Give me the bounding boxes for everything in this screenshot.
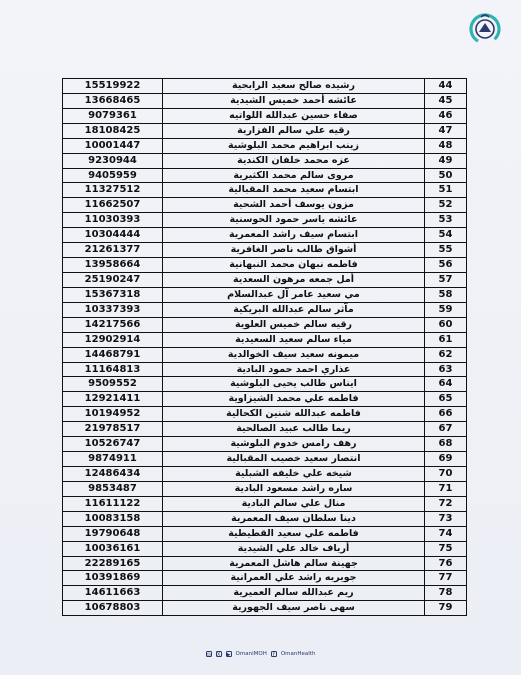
row-number-cell: 66 xyxy=(438,408,453,420)
row-number-cell: 76 xyxy=(438,557,453,569)
id-number-cell: 22289165 xyxy=(63,557,163,571)
name-cell: عذاري احمد حمود البادية xyxy=(163,363,425,377)
row-number-cell: 48 xyxy=(438,139,453,151)
row-number-cell: 74 xyxy=(438,527,453,539)
table-row xyxy=(63,348,466,363)
youtube-icon[interactable]: ▶ xyxy=(226,652,231,658)
id-number-cell: 12921411 xyxy=(63,392,163,406)
name-cell: ريما طالب عبيد الصالحية xyxy=(163,422,425,436)
id-number-cell: 10391869 xyxy=(63,571,163,585)
name-cell: ريم عبدالله سالم العميرية xyxy=(163,586,425,600)
table-row xyxy=(63,183,466,198)
id-number-cell: 11611122 xyxy=(63,497,163,511)
table-row xyxy=(63,139,466,154)
table-row xyxy=(63,557,466,572)
id-number-cell: 21978517 xyxy=(63,422,163,436)
name-cell: فاطمه نبهان محمد النبهانية xyxy=(163,258,425,272)
id-number-cell: 21261377 xyxy=(63,243,163,257)
row-number-cell: 44 xyxy=(438,80,453,91)
id-number-cell: 10083158 xyxy=(63,512,163,526)
id-number-cell: 10304444 xyxy=(63,228,163,242)
row-number-cell: 73 xyxy=(438,512,453,524)
row-number-cell: 45 xyxy=(438,94,453,106)
id-number-cell: 11164813 xyxy=(63,363,163,377)
row-number-cell: 65 xyxy=(438,393,453,405)
id-number-cell: 13958664 xyxy=(63,258,163,272)
row-number-cell: 51 xyxy=(438,184,453,196)
id-number-cell: 10194952 xyxy=(63,407,163,421)
name-cell: مآثر سالم عبدالله البريكية xyxy=(163,303,425,317)
table-row xyxy=(63,377,466,392)
id-number-cell: 14611663 xyxy=(63,586,163,600)
social-footer xyxy=(0,651,521,657)
row-number-cell: 69 xyxy=(438,453,453,465)
table-row xyxy=(63,452,466,467)
table-row xyxy=(63,258,466,273)
name-cell: ايناس طالب يحيى البلوشية xyxy=(163,377,425,391)
row-number-cell: 61 xyxy=(438,333,453,345)
table-row xyxy=(63,198,466,213)
row-number-cell: 57 xyxy=(438,273,453,285)
id-number-cell: 19790648 xyxy=(63,527,163,541)
ministry-logo-icon xyxy=(465,8,505,48)
name-cell: فاطمه علي محمد الشيزاوية xyxy=(163,392,425,406)
id-number-cell: 10001447 xyxy=(63,139,163,153)
table-row xyxy=(63,124,466,139)
row-number-cell: 78 xyxy=(438,587,453,599)
name-cell: أمل جمعه مرهون السعدية xyxy=(163,273,425,287)
row-number-cell: 77 xyxy=(438,572,453,584)
id-number-cell: 13668465 xyxy=(63,94,163,108)
row-number-cell: 63 xyxy=(438,363,453,375)
row-number-cell: 72 xyxy=(438,497,453,509)
row-number-cell: 59 xyxy=(438,303,453,315)
table-row xyxy=(63,333,466,348)
row-number-cell: 60 xyxy=(438,318,453,330)
id-number-cell: 10678803 xyxy=(63,601,163,615)
x-icon[interactable]: X xyxy=(216,652,221,658)
row-number-cell: 47 xyxy=(438,124,453,136)
row-number-cell: 54 xyxy=(438,229,453,241)
id-number-cell: 25190247 xyxy=(63,273,163,287)
name-cell: فاطمه علي سعيد القطيطية xyxy=(163,527,425,541)
name-cell: أشواق طالب ناصر الغافرية xyxy=(163,243,425,257)
row-number-cell: 79 xyxy=(438,602,453,614)
row-number-cell: 53 xyxy=(438,214,453,226)
id-number-cell: 9079361 xyxy=(63,109,163,123)
footer-handle-1[interactable]: OmaniMOH xyxy=(235,651,267,657)
name-cell: صفاء حسين عبدالله اللواتيه xyxy=(163,109,425,123)
table-row xyxy=(63,79,466,94)
table-row xyxy=(63,392,466,407)
row-number-cell: 52 xyxy=(438,199,453,211)
table-row xyxy=(63,437,466,452)
name-cell: زينب ابراهيم محمد البلوشية xyxy=(163,139,425,153)
row-number-cell: 49 xyxy=(438,154,453,166)
name-cell: عائشه أحمد خميس الشيدية xyxy=(163,94,425,108)
name-cell: رشيده صالح سعيد الرابحية xyxy=(163,79,425,93)
name-cell: أرياف خالد علي الشيدية xyxy=(163,542,425,556)
name-cell: ابتسام سعيد محمد المقبالية xyxy=(163,183,425,197)
name-cell: مي سعيد عامر آل عبدالسلام xyxy=(163,288,425,302)
row-number-cell: 62 xyxy=(438,348,453,360)
name-cell: فاطمه عبدالله شنين الكحالية xyxy=(163,407,425,421)
id-number-cell: 12486434 xyxy=(63,467,163,481)
id-number-cell: 15519922 xyxy=(63,79,163,93)
table-row xyxy=(63,601,466,616)
row-number-cell: 50 xyxy=(438,169,453,181)
name-cell: انتصار سعيد خصيب المقبالية xyxy=(163,452,425,466)
id-number-cell: 9874911 xyxy=(63,452,163,466)
table-row xyxy=(63,497,466,512)
instagram-icon[interactable]: ◎ xyxy=(206,652,211,658)
table-row xyxy=(63,318,466,333)
id-number-cell: 10036161 xyxy=(63,542,163,556)
table-row xyxy=(63,94,466,109)
id-number-cell: 9853487 xyxy=(63,482,163,496)
table-row xyxy=(63,422,466,437)
name-cell: رقيه علي سالم الفزارية xyxy=(163,124,425,138)
table-row xyxy=(63,586,466,601)
name-cell: منال علي سالم البادية xyxy=(163,497,425,511)
id-number-cell: 9405959 xyxy=(63,169,163,183)
row-number-cell: 56 xyxy=(438,259,453,271)
name-cell: رهف رامس خدوم البلوشية xyxy=(163,437,425,451)
row-number-cell: 55 xyxy=(438,244,453,256)
name-cell: ساره راشد مسعود البادية xyxy=(163,482,425,496)
table-row xyxy=(63,571,466,586)
table-row xyxy=(63,303,466,318)
name-cell: ابتسام سيف راشد المعمرية xyxy=(163,228,425,242)
table-row xyxy=(63,363,466,378)
name-cell: جويريه راشد علي العمرانية xyxy=(163,571,425,585)
id-number-cell: 14468791 xyxy=(63,348,163,362)
table-row xyxy=(63,527,466,542)
name-cell: شيخه علي خليفه الشبلية xyxy=(163,467,425,481)
row-number-cell: 64 xyxy=(438,378,453,390)
id-number-cell: 9509552 xyxy=(63,377,163,391)
name-cell: جهينة سالم هاشل المعمرية xyxy=(163,557,425,571)
id-number-cell: 9230944 xyxy=(63,154,163,168)
name-cell: مزون يوسف أحمد الشحية xyxy=(163,198,425,212)
table-row xyxy=(63,542,466,557)
table-row xyxy=(63,243,466,258)
id-number-cell: 11327512 xyxy=(63,183,163,197)
facebook-icon[interactable]: f xyxy=(271,651,277,657)
id-number-cell: 10337393 xyxy=(63,303,163,317)
id-number-cell: 18108425 xyxy=(63,124,163,138)
footer-handle-2[interactable]: OmanHealth xyxy=(280,651,316,657)
table-row xyxy=(63,512,466,527)
row-number-cell: 71 xyxy=(438,482,453,494)
id-number-cell: 11030393 xyxy=(63,213,163,227)
name-cell: مروى سالم محمد الكثيرية xyxy=(163,169,425,183)
id-number-cell: 14217566 xyxy=(63,318,163,332)
id-number-cell: 10526747 xyxy=(63,437,163,451)
name-cell: ميمونه سعيد سيف الخوالدية xyxy=(163,348,425,362)
row-number-cell: 70 xyxy=(438,467,453,479)
row-number-cell: 46 xyxy=(438,109,453,121)
name-cell: رقيه سالم خميس العلوية xyxy=(163,318,425,332)
table-row xyxy=(63,228,466,243)
name-cell: عزه محمد خلفان الكندية xyxy=(163,154,425,168)
name-cell: دينا سلطان سيف المعمرية xyxy=(163,512,425,526)
name-cell: عائشه ياسر حمود الحوسنية xyxy=(163,213,425,227)
id-number-cell: 15367318 xyxy=(63,288,163,302)
table-row xyxy=(63,467,466,482)
row-number-cell: 75 xyxy=(438,542,453,554)
id-number-cell: 12902914 xyxy=(63,333,163,347)
table-row xyxy=(63,169,466,184)
row-number-cell: 67 xyxy=(438,423,453,435)
table-row xyxy=(63,273,466,288)
table-row xyxy=(63,288,466,303)
table-row xyxy=(63,109,466,124)
name-cell: مياء سالم سعيد السعيدية xyxy=(163,333,425,347)
table-row xyxy=(63,154,466,169)
table-row xyxy=(63,213,466,228)
id-number-cell: 11662507 xyxy=(63,198,163,212)
name-cell: سهى ناصر سيف الجهورية xyxy=(163,601,425,615)
table-row xyxy=(63,407,466,422)
row-number-cell: 68 xyxy=(438,438,453,450)
names-table xyxy=(62,78,467,616)
table-row xyxy=(63,482,466,497)
row-number-cell: 58 xyxy=(438,288,453,300)
